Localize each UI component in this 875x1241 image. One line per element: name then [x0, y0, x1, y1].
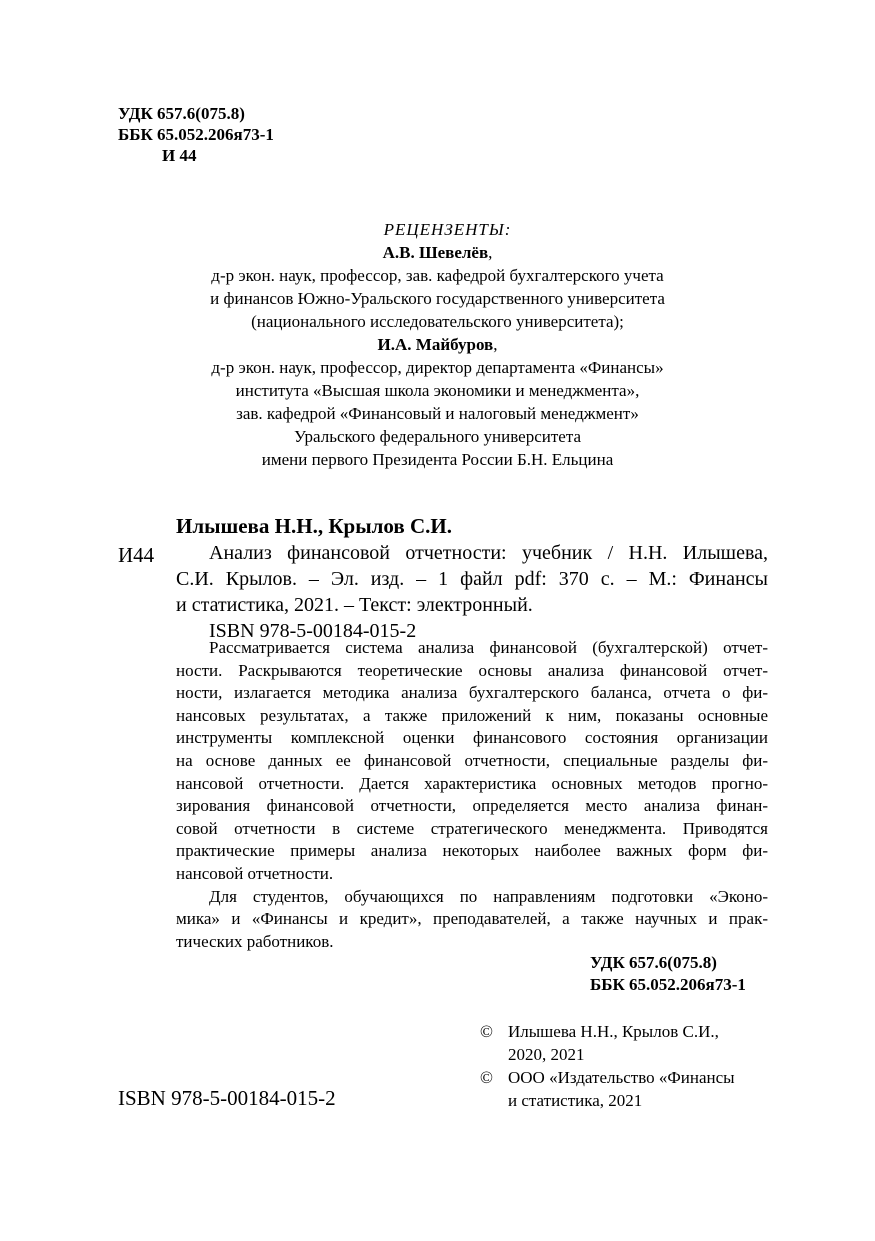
udk-footer [590, 952, 746, 996]
bib-line: Анализ финансовой отчетности: учебник / Н.Н. Илышева, [209, 542, 768, 564]
copyright-text: Илышева Н.Н., Крылов С.И., [508, 1022, 719, 1041]
copyright-icon: © [480, 1022, 493, 1041]
bib-description [176, 540, 768, 644]
reviewer-1-line: и финансов Южно-Уральского государственного университета [210, 289, 665, 308]
bib-authors: Илышева Н.Н., Крылов С.И. [176, 514, 452, 538]
copyright-text: и статистика, 2021 [508, 1091, 643, 1110]
copyright-text: 2020, 2021 [508, 1045, 585, 1064]
bib-isbn: ISBN 978-5-00184-015-2 [209, 620, 417, 642]
annotation-line: Для студентов, обучающихся по направлениям подготовки «Эконо- [209, 886, 768, 906]
reviewer-2-line: имени первого Президента России Б.Н. Ельцина [261, 450, 614, 469]
copyright-text: ООО «Издательство «Финансы [508, 1068, 735, 1087]
author-mark: И 44 [162, 146, 197, 165]
bbk-code: ББК 65.052.206я73-1 [590, 975, 746, 994]
reviewer-1: А.В. Шевелёв, [382, 243, 493, 262]
bib-line: и статистика, 2021. – Текст: электронный. [176, 594, 533, 616]
reviewer-1-name: А.В. Шевелёв [382, 243, 489, 262]
annotation-line: нансовой отчетности. [176, 863, 334, 883]
bib-code: И44 [118, 543, 155, 567]
annotation [176, 637, 768, 953]
bbk-code: ББК 65.052.206я73-1 [118, 125, 274, 144]
annotation-line: практические примеры анализа некоторых наиболее важных форм фи- [176, 841, 768, 861]
udk-code: УДК 657.6(075.8) [590, 953, 717, 972]
annotation-line: тических работников. [176, 931, 334, 951]
reviewer-1-line: (национального исследовательского университета); [251, 312, 624, 331]
reviewer-2-line: института «Высшая школа экономики и менеджмента», [235, 381, 640, 400]
annotation-line: на основе данных ее финансовой отчетности, специальные разделы фи- [176, 750, 768, 770]
bib-line: С.И. Крылов. – Эл. изд. – 1 файл pdf: 370 с. – М.: Финансы [176, 568, 768, 590]
annotation-line: ности. Раскрываются теоретические основы анализа финансовой отчет- [176, 660, 768, 680]
reviewer-2-line: зав. кафедрой «Финансовый и налоговый менеджмент» [236, 404, 639, 423]
udk-code: УДК 657.6(075.8) [118, 104, 245, 123]
annotation-line: зирования финансовой отчетности, определяется место анализа финан- [176, 796, 768, 816]
reviewer-2-line: Уральского федерального университета [293, 427, 582, 446]
copyright-block [480, 1020, 780, 1112]
annotation-line: совой отчетности в системе стратегического менеджмента. Приводятся [176, 818, 768, 838]
annotation-line: нансовых результатах, а также приложений к ним, показаны основные [176, 705, 768, 725]
annotation-line: нансовой отчетности. Дается характеристика основных методов прогно- [176, 773, 768, 793]
udk-header [118, 103, 274, 166]
reviewer-2-line: д-р экон. наук, профессор, директор департамента «Финансы» [211, 358, 664, 377]
reviewer-1-line: д-р экон. наук, профессор, зав. кафедрой бухгалтерского учета [211, 266, 664, 285]
copyright-icon: © [480, 1068, 493, 1087]
reviewer-2: И.А. Майбуров, [377, 335, 498, 354]
reviewer-2-name: И.А. Майбуров [377, 335, 494, 354]
annotation-line: Рассматривается система анализа финансовой (бухгалтерской) отчет- [209, 638, 768, 657]
reviewers-heading: РЕЦЕНЗЕНТЫ: [383, 220, 512, 239]
annotation-line: мика» и «Финансы и кредит», преподавателей, а также научных и прак- [176, 909, 768, 929]
copyright-1 [480, 1020, 780, 1043]
reviewers-block [0, 218, 875, 471]
copyright-2 [480, 1066, 780, 1089]
annotation-line: ности, излагается методика анализа бухгалтерского баланса, отчета о фи- [176, 683, 768, 703]
annotation-line: инструменты комплексной оценки финансового состояния организации [176, 728, 768, 748]
isbn: ISBN 978-5-00184-015-2 [118, 1086, 336, 1110]
